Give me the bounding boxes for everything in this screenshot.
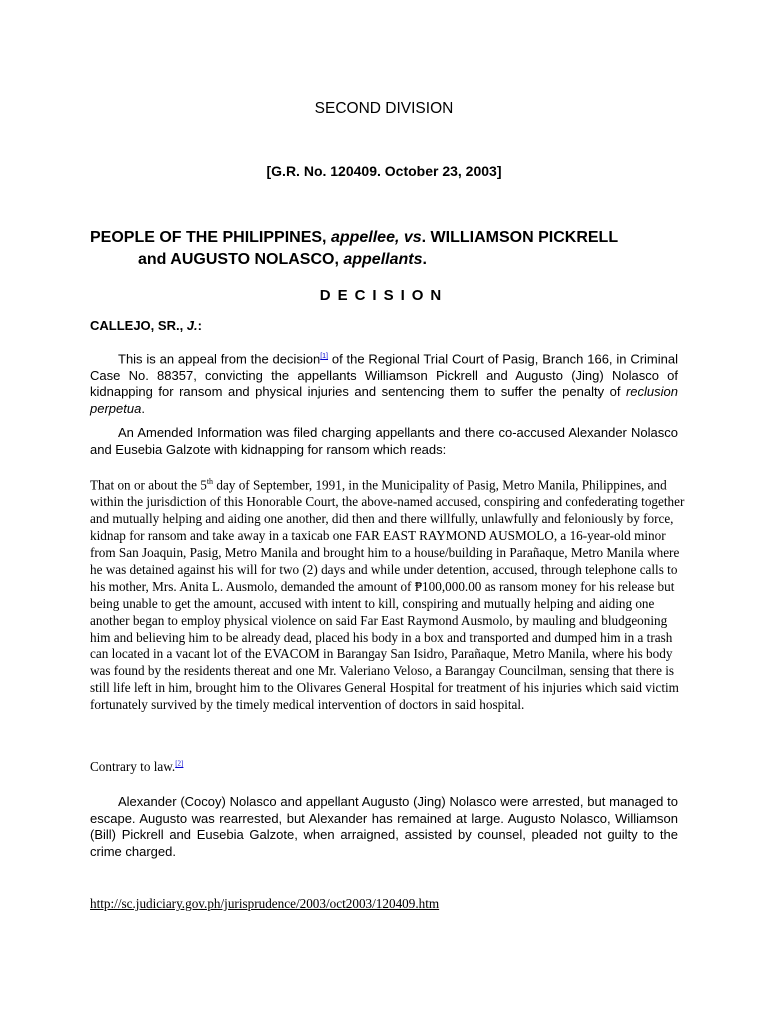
information-quote xyxy=(90,474,690,714)
ponente-name: CALLEJO, SR., xyxy=(90,318,187,333)
information-superscript: th xyxy=(206,477,214,486)
paragraph-appeal-italic: reclusion perpetua xyxy=(90,384,678,416)
case-title-line-1 xyxy=(90,227,690,249)
case-title-appellee: appellee, vs xyxy=(330,229,422,246)
paragraph-appeal-text-2: of the Regional Trial Court of Pasig, Branch 166, in Criminal Case No. 88357, convicting the appellants Williamson Pickrell and Augusto (Jing) Nolasco of kidnapping for ransom and physical injuries and sentencing them to suffer the penalty of xyxy=(90,351,679,400)
case-title xyxy=(90,227,690,271)
case-title-appellant-2: and AUGUSTO NOLASCO, xyxy=(138,251,344,268)
case-title-appellant-1: . WILLIAMSON PICKRELL xyxy=(421,229,619,246)
case-title-parties: PEOPLE OF THE PHILIPPINES, xyxy=(90,229,331,246)
footnote-link-2[interactable]: [2] xyxy=(175,759,184,768)
ponente-colon: : xyxy=(197,318,202,333)
ponente-title: J. xyxy=(186,318,198,333)
contrary-text: Contrary to law. xyxy=(90,759,176,774)
ponente xyxy=(90,318,202,333)
paragraph-appeal-end: . xyxy=(141,400,145,416)
decision-heading: DECISION xyxy=(319,287,449,304)
division-heading: SECOND DIVISION xyxy=(314,100,454,117)
information-text-rest: day of September, 1991, in the Municipality of Pasig, Metro Manila, Philippines, and within the jurisdiction of this Honorable Court, the above-named accused, conspiring and confederating together and mutually helping and aiding one another, did then and there willfully, unlawfully and feloniously by force, kidnap for ransom and take away in a taxicab one FAR EAST RAYMOND AUSMOLO, a 16-year-old minor from San Joaquin, Pasig, Metro Manila and brought him to a house/building in Parañaque, Metro Manila where he was detained against his will for two (2) days and while under detention, accused, through telephone calls to his mother, Mrs. Anita L. Ausmolo, demanded the amount of ₱100,000.00 as ransom money for his release but being unable to get the amount, accused with intent to kill, conspiring and mutually helping and aiding one another began to employ physical violence on said Far East Raymond Ausmolo, by mauling and bludgeoning him and believing him to be already dead, placed his body in a box and transported and dumped him in a trash can located in a vacant lot of the EVACOM in Barangay San Isidro, Parañaque, Metro Manila, where his body was found by the residents thereat and one Mr. Valeriano Veloso, a Barangay Councilman, sensing that there is still life left in him, brought him to the Olivares General Hospital for treatment of his injuries which said victim fortunately survived by the timely medical intervention of doctors in said hospital. xyxy=(90,477,685,713)
information-text-start: That on or about the 5 xyxy=(90,477,207,493)
paragraph-arrest: Alexander (Cocoy) Nolasco and appellant Augusto (Jing) Nolasco were arrested, but managed to escape. Augusto was rearrested, but Alexander has remained at large. Augusto Nolasco, Williamson (Bill) Pickrell and Eusebia Galzote, when arraigned, assisted by counsel, pleaded not guilty to the crime charged. xyxy=(90,794,678,859)
case-title-line-2 xyxy=(90,249,690,271)
gr-number: [G.R. No. 120409. October 23, 2003] xyxy=(266,163,502,179)
contrary-to-law xyxy=(90,759,183,775)
paragraph-appeal xyxy=(90,349,678,417)
footnote-link-1[interactable]: [1] xyxy=(320,353,329,360)
source-url-link[interactable]: http://sc.judiciary.gov.ph/jurisprudence/2003/oct2003/120409.htm xyxy=(90,896,440,911)
paragraph-appeal-text-1: This is an appeal from the decision xyxy=(118,351,321,367)
case-title-appellants: appellants xyxy=(343,251,423,268)
case-title-period: . xyxy=(422,251,427,268)
paragraph-amended-information: An Amended Information was filed charging appellants and there co-accused Alexander Nolasco and Eusebia Galzote with kidnapping for ransom which reads: xyxy=(90,425,678,457)
